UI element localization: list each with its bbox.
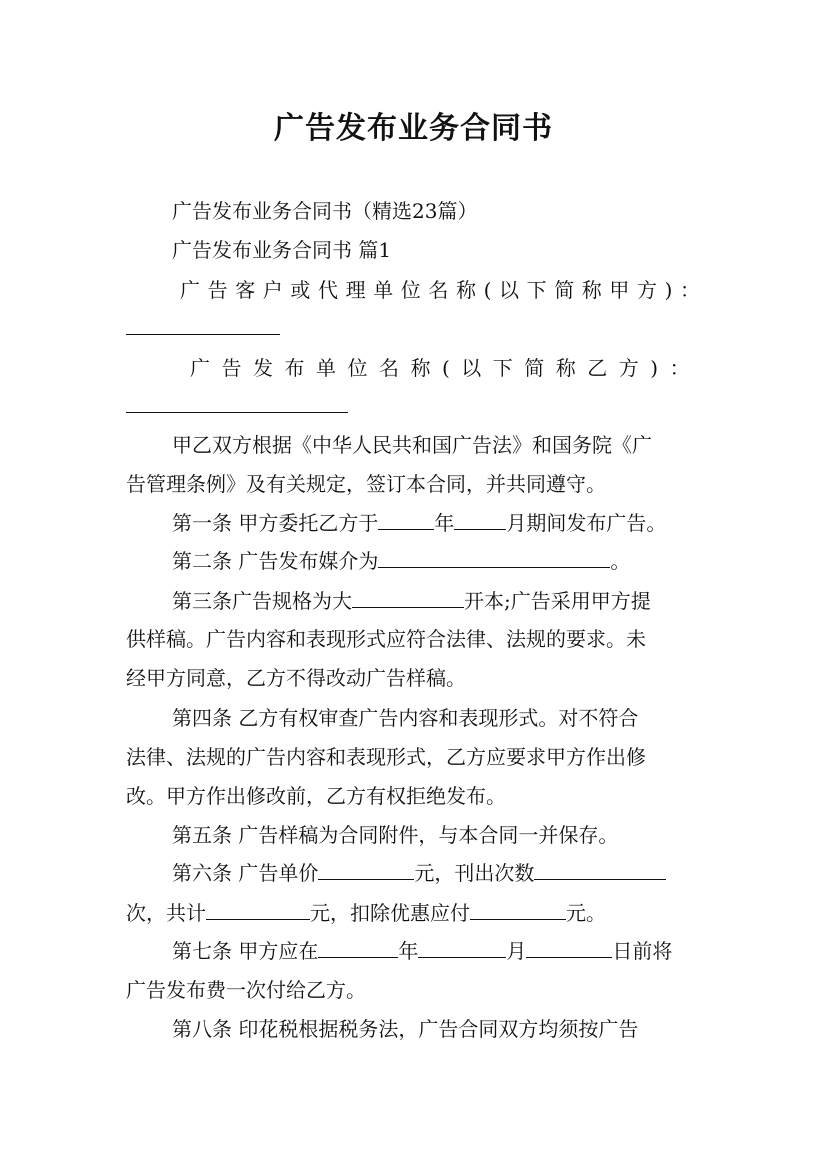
party-a-blank: [126, 334, 280, 335]
article-6-text-d: 元，扣除优惠应付: [310, 901, 470, 925]
article-4-line-3: 改。甲方作出修改前，乙方有权拒绝发布。: [126, 784, 506, 808]
article-7-blank-month: [418, 939, 506, 958]
article-6-blank-count: [534, 861, 666, 880]
section-heading: 广告发布业务合同书 篇1: [172, 238, 392, 262]
article-1-blank-month: [454, 511, 506, 530]
article-5: 第五条 广告样稿为合同附件，与本合同一并保存。: [172, 823, 619, 847]
article-6-line-2: [126, 900, 606, 926]
article-1: [172, 510, 666, 536]
article-6-blank-price: [318, 861, 414, 880]
article-1-text-b: 年: [434, 511, 455, 535]
article-6-line-1: [172, 860, 666, 886]
article-7-blank-day: [526, 939, 612, 958]
intro-line-2: 告管理条例》及有关规定，签订本合同，并共同遵守。: [126, 472, 606, 496]
document-title: 广告发布业务合同书: [274, 111, 553, 146]
article-1-blank-year: [378, 511, 434, 530]
article-7-text-b: 年: [398, 939, 419, 963]
article-1-text-c: 月期间发布广告。: [506, 511, 667, 535]
article-3-text-b: 开本;广告采用甲方提: [464, 589, 651, 613]
article-3-text-a: 第三条广告规格为大: [172, 589, 352, 613]
article-6-blank-payable: [470, 901, 566, 920]
party-b-blank: [126, 412, 348, 413]
article-8-line-1: 第八条 印花税根据税务法，广告合同双方均须按广告: [172, 1017, 639, 1041]
article-3-line-3: 经甲方同意，乙方不得改动广告样稿。: [126, 666, 466, 690]
article-7-text-a: 第七条 甲方应在: [172, 939, 319, 963]
article-3-line-1: [172, 588, 651, 614]
party-a-label: 广告客户或代理单位名称(以下简称甲方)：: [180, 278, 708, 302]
article-7-text-c: 月: [506, 939, 527, 963]
article-2-blank-media: [378, 549, 610, 568]
article-2-text-a: 第二条 广告发布媒介为: [172, 549, 379, 573]
article-6-text-b: 元，刊出次数: [414, 861, 535, 885]
article-7-line-1: [172, 938, 672, 964]
article-2-text-b: 。: [610, 549, 631, 573]
article-4-line-1: 第四条 乙方有权审查广告内容和表现形式。对不符合: [172, 706, 639, 730]
article-7-blank-year: [318, 939, 398, 958]
article-4-line-2: 法律、法规的广告内容和表现形式，乙方应要求甲方作出修: [126, 745, 646, 769]
article-1-text-a: 第一条 甲方委托乙方于: [172, 511, 379, 535]
article-6-text-e: 元。: [566, 901, 606, 925]
article-3-blank-size: [352, 589, 464, 608]
article-3-line-2: 供样稿。广告内容和表现形式应符合法律、法规的要求。未: [126, 627, 646, 651]
intro-line-1: 甲乙双方根据《中华人民共和国广告法》和国务院《广: [172, 433, 652, 457]
article-6-blank-total: [206, 901, 310, 920]
party-b-label: 广告发布单位名称(以下简称乙方)：: [190, 356, 702, 380]
article-2: [172, 548, 630, 574]
article-6-text-c: 次，共计: [126, 901, 206, 925]
article-7-text-d: 日前将: [612, 939, 673, 963]
article-6-text-a: 第六条 广告单价: [172, 861, 319, 885]
document-subtitle: 广告发布业务合同书（精选23篇）: [172, 199, 478, 223]
article-7-line-2: 广告发布费一次付给乙方。: [126, 978, 366, 1002]
